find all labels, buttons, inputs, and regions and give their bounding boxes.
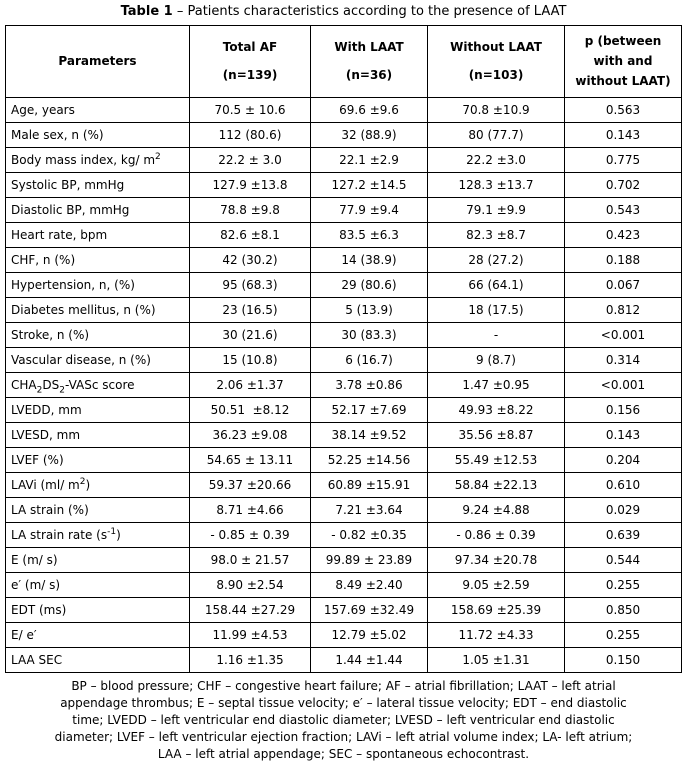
table-row	[6, 148, 682, 173]
param-cell	[6, 198, 190, 223]
value-cell: 9.24 ±4.88	[428, 498, 565, 523]
param-cell	[6, 148, 190, 173]
subscript: 2	[59, 385, 65, 396]
value-cell: 59.37 ±20.66	[190, 473, 311, 498]
superscript: 2	[155, 152, 161, 162]
value-cell: 7.21 ±3.64	[311, 498, 428, 523]
param-cell	[6, 223, 190, 248]
value-cell: 9.05 ±2.59	[428, 573, 565, 598]
value-cell: 0.812	[565, 298, 682, 323]
table-row	[6, 173, 682, 198]
value-cell: 99.89 ± 23.89	[311, 548, 428, 573]
label-text: LAA SEC	[11, 653, 63, 667]
footnote-line: time; LVEDD – left ventricular end diastolic diameter; LVESD – left ventricular end diastolic	[72, 713, 615, 727]
param-cell	[6, 273, 190, 298]
value-cell: 54.65 ± 13.11	[190, 448, 311, 473]
value-cell: 9 (8.7)	[428, 348, 565, 373]
label-text: CHA	[11, 378, 37, 392]
value-cell: 6 (16.7)	[311, 348, 428, 373]
label-text: Age, years	[11, 103, 75, 117]
table-title	[5, 4, 682, 25]
subscript: 2	[36, 385, 43, 396]
header-row	[6, 26, 682, 98]
value-cell: 52.17 ±7.69	[311, 398, 428, 423]
label-text: -VASc score	[64, 378, 135, 392]
header-line: p (between	[584, 34, 662, 48]
value-cell: 0.143	[565, 423, 682, 448]
label-text: LVEDD, mm	[11, 403, 82, 417]
table-row	[6, 198, 682, 223]
value-cell: 127.2 ±14.5	[311, 173, 428, 198]
value-cell: 18 (17.5)	[428, 298, 565, 323]
label-text: Male sex, n (%)	[11, 128, 104, 142]
param-cell	[6, 623, 190, 648]
value-cell: 22.1 ±2.9	[311, 148, 428, 173]
value-cell: 58.84 ±22.13	[428, 473, 565, 498]
header-line: (n=36)	[345, 68, 393, 82]
param-cell	[6, 298, 190, 323]
table-row	[6, 598, 682, 623]
value-cell: 0.029	[565, 498, 682, 523]
value-cell: 127.9 ±13.8	[190, 173, 311, 198]
table-row	[6, 498, 682, 523]
value-cell: 78.8 ±9.8	[190, 198, 311, 223]
value-cell: 35.56 ±8.87	[428, 423, 565, 448]
column-header-with-laat	[311, 26, 428, 98]
value-cell: 50.51 ±8.12	[190, 398, 311, 423]
value-cell: 158.44 ±27.29	[190, 598, 311, 623]
superscript: 2	[79, 477, 86, 487]
value-cell: 8.90 ±2.54	[190, 573, 311, 598]
footnote-line: appendage thrombus; E – septal tissue velocity; e′ – lateral tissue velocity; EDT – end diastolic	[60, 696, 627, 710]
value-cell: 1.16 ±1.35	[190, 648, 311, 673]
header-line: with and	[593, 54, 653, 68]
value-cell: 70.5 ± 10.6	[190, 98, 311, 123]
value-cell: 70.8 ±10.9	[428, 98, 565, 123]
param-cell	[6, 473, 190, 498]
value-cell: 0.255	[565, 623, 682, 648]
label-text: Stroke, n (%)	[11, 328, 90, 342]
value-cell: 0.188	[565, 248, 682, 273]
value-cell: 82.6 ±8.1	[190, 223, 311, 248]
value-cell: 22.2 ± 3.0	[190, 148, 311, 173]
param-cell	[6, 98, 190, 123]
param-cell	[6, 123, 190, 148]
value-cell: 0.544	[565, 548, 682, 573]
table-body	[6, 98, 682, 673]
header-line: (n=139)	[222, 68, 278, 82]
value-cell: 69.6 ±9.6	[311, 98, 428, 123]
header-line: With LAAT	[334, 40, 404, 54]
table-row	[6, 298, 682, 323]
value-cell: 0.563	[565, 98, 682, 123]
header-line: without LAAT)	[575, 74, 671, 88]
param-cell	[6, 598, 190, 623]
label-text: LAVi (ml/ m	[11, 478, 80, 492]
table-row	[6, 473, 682, 498]
value-cell: 3.78 ±0.86	[311, 373, 428, 398]
value-cell: 97.34 ±20.78	[428, 548, 565, 573]
param-cell	[6, 398, 190, 423]
value-cell: 0.143	[565, 123, 682, 148]
label-text: Body mass index, kg/ m	[11, 153, 156, 167]
column-header-p-value	[565, 26, 682, 98]
param-cell	[6, 423, 190, 448]
table-row	[6, 123, 682, 148]
label-text: LVEF (%)	[11, 453, 64, 467]
value-cell: 1.47 ±0.95	[428, 373, 565, 398]
param-cell	[6, 348, 190, 373]
footnote-line: diameter; LVEF – left ventricular ejection fraction; LAVi – left atrial volume index; LA- left atrium;	[54, 730, 633, 744]
value-cell: 30 (83.3)	[311, 323, 428, 348]
footnote	[5, 678, 682, 763]
value-cell: -	[428, 323, 565, 348]
value-cell: 82.3 ±8.7	[428, 223, 565, 248]
header-line: Without LAAT	[450, 40, 542, 54]
value-cell: 60.89 ±15.91	[311, 473, 428, 498]
table-row	[6, 648, 682, 673]
value-cell: 0.314	[565, 348, 682, 373]
value-cell: 83.5 ±6.3	[311, 223, 428, 248]
value-cell: 28 (27.2)	[428, 248, 565, 273]
value-cell: 95 (68.3)	[190, 273, 311, 298]
param-cell	[6, 323, 190, 348]
value-cell: 29 (80.6)	[311, 273, 428, 298]
value-cell: 32 (88.9)	[311, 123, 428, 148]
value-cell: 12.79 ±5.02	[311, 623, 428, 648]
value-cell: 77.9 ±9.4	[311, 198, 428, 223]
param-cell	[6, 648, 190, 673]
footnote-line: BP – blood pressure; CHF – congestive heart failure; AF – atrial fibrillation; LAAT – left atrial	[71, 679, 616, 693]
value-cell: 0.639	[565, 523, 682, 548]
table-row	[6, 223, 682, 248]
param-cell	[6, 448, 190, 473]
table-row	[6, 523, 682, 548]
patients-characteristics-table	[5, 25, 682, 673]
table-title-text: – Patients characteristics according to the presence of LAAT	[172, 4, 567, 19]
label-text: )	[85, 478, 91, 492]
param-cell	[6, 573, 190, 598]
table-row	[6, 398, 682, 423]
column-header-parameters	[6, 26, 190, 98]
column-header-total-af	[190, 26, 311, 98]
value-cell: 0.775	[565, 148, 682, 173]
value-cell: 0.204	[565, 448, 682, 473]
label-text: LA strain rate (s	[11, 528, 108, 542]
value-cell: 8.49 ±2.40	[311, 573, 428, 598]
value-cell: 0.610	[565, 473, 682, 498]
value-cell: 0.850	[565, 598, 682, 623]
label-text: Heart rate, bpm	[11, 228, 108, 242]
value-cell: - 0.85 ± 0.39	[190, 523, 311, 548]
value-cell: 36.23 ±9.08	[190, 423, 311, 448]
label-text: LVESD, mm	[11, 428, 81, 442]
superscript: -1	[107, 527, 117, 537]
value-cell: 5 (13.9)	[311, 298, 428, 323]
value-cell: 0.423	[565, 223, 682, 248]
table-row	[6, 248, 682, 273]
table-row	[6, 373, 682, 398]
table-row	[6, 623, 682, 648]
value-cell: 0.543	[565, 198, 682, 223]
param-cell	[6, 498, 190, 523]
label-text: Diabetes mellitus, n (%)	[11, 303, 156, 317]
value-cell: 11.99 ±4.53	[190, 623, 311, 648]
value-cell: 80 (77.7)	[428, 123, 565, 148]
table-header	[6, 26, 682, 98]
value-cell: 1.05 ±1.31	[428, 648, 565, 673]
value-cell: 11.72 ±4.33	[428, 623, 565, 648]
value-cell: 0.702	[565, 173, 682, 198]
label-text: LA strain (%)	[11, 503, 89, 517]
value-cell: 49.93 ±8.22	[428, 398, 565, 423]
table-row	[6, 348, 682, 373]
label-text: e′ (m/ s)	[11, 578, 61, 592]
value-cell: 157.69 ±32.49	[311, 598, 428, 623]
value-cell: 22.2 ±3.0	[428, 148, 565, 173]
value-cell: - 0.86 ± 0.39	[428, 523, 565, 548]
label-text: )	[116, 528, 121, 542]
value-cell: 23 (16.5)	[190, 298, 311, 323]
param-cell	[6, 248, 190, 273]
value-cell: 2.06 ±1.37	[190, 373, 311, 398]
value-cell: <0.001	[565, 323, 682, 348]
value-cell: 30 (21.6)	[190, 323, 311, 348]
label-text: Systolic BP, mmHg	[11, 178, 125, 192]
header-line: Total AF	[222, 40, 278, 54]
value-cell: 128.3 ±13.7	[428, 173, 565, 198]
value-cell: 42 (30.2)	[190, 248, 311, 273]
param-cell	[6, 523, 190, 548]
value-cell: 52.25 ±14.56	[311, 448, 428, 473]
label-text: Diastolic BP, mmHg	[11, 203, 130, 217]
value-cell: 14 (38.9)	[311, 248, 428, 273]
param-cell	[6, 173, 190, 198]
header-line: Parameters	[58, 54, 137, 68]
label-text: Vascular disease, n (%)	[11, 353, 151, 367]
column-header-without-laat	[428, 26, 565, 98]
footnote-line: LAA – left atrial appendage; SEC – spontaneous echocontrast.	[157, 747, 530, 761]
table-row	[6, 323, 682, 348]
value-cell: 79.1 ±9.9	[428, 198, 565, 223]
value-cell: 8.71 ±4.66	[190, 498, 311, 523]
value-cell: 112 (80.6)	[190, 123, 311, 148]
header-line: (n=103)	[468, 68, 524, 82]
table-row	[6, 548, 682, 573]
value-cell: - 0.82 ±0.35	[311, 523, 428, 548]
value-cell: 0.067	[565, 273, 682, 298]
value-cell: 55.49 ±12.53	[428, 448, 565, 473]
label-text: E/ e′	[11, 628, 37, 642]
table-row	[6, 573, 682, 598]
value-cell: 0.255	[565, 573, 682, 598]
label-text: E (m/ s)	[11, 553, 58, 567]
label-text: DS	[42, 378, 60, 392]
table-row	[6, 423, 682, 448]
value-cell: 1.44 ±1.44	[311, 648, 428, 673]
table-row	[6, 98, 682, 123]
label-text: EDT (ms)	[11, 603, 67, 617]
label-text: CHF, n (%)	[11, 253, 76, 267]
value-cell: <0.001	[565, 373, 682, 398]
value-cell: 158.69 ±25.39	[428, 598, 565, 623]
value-cell: 15 (10.8)	[190, 348, 311, 373]
param-cell	[6, 548, 190, 573]
value-cell: 0.156	[565, 398, 682, 423]
label-text: Hypertension, n, (%)	[11, 278, 135, 292]
value-cell: 98.0 ± 21.57	[190, 548, 311, 573]
param-cell	[6, 373, 190, 398]
value-cell: 38.14 ±9.52	[311, 423, 428, 448]
table-row	[6, 273, 682, 298]
table-title-label: Table 1	[120, 4, 173, 19]
table-row	[6, 448, 682, 473]
value-cell: 0.150	[565, 648, 682, 673]
value-cell: 66 (64.1)	[428, 273, 565, 298]
